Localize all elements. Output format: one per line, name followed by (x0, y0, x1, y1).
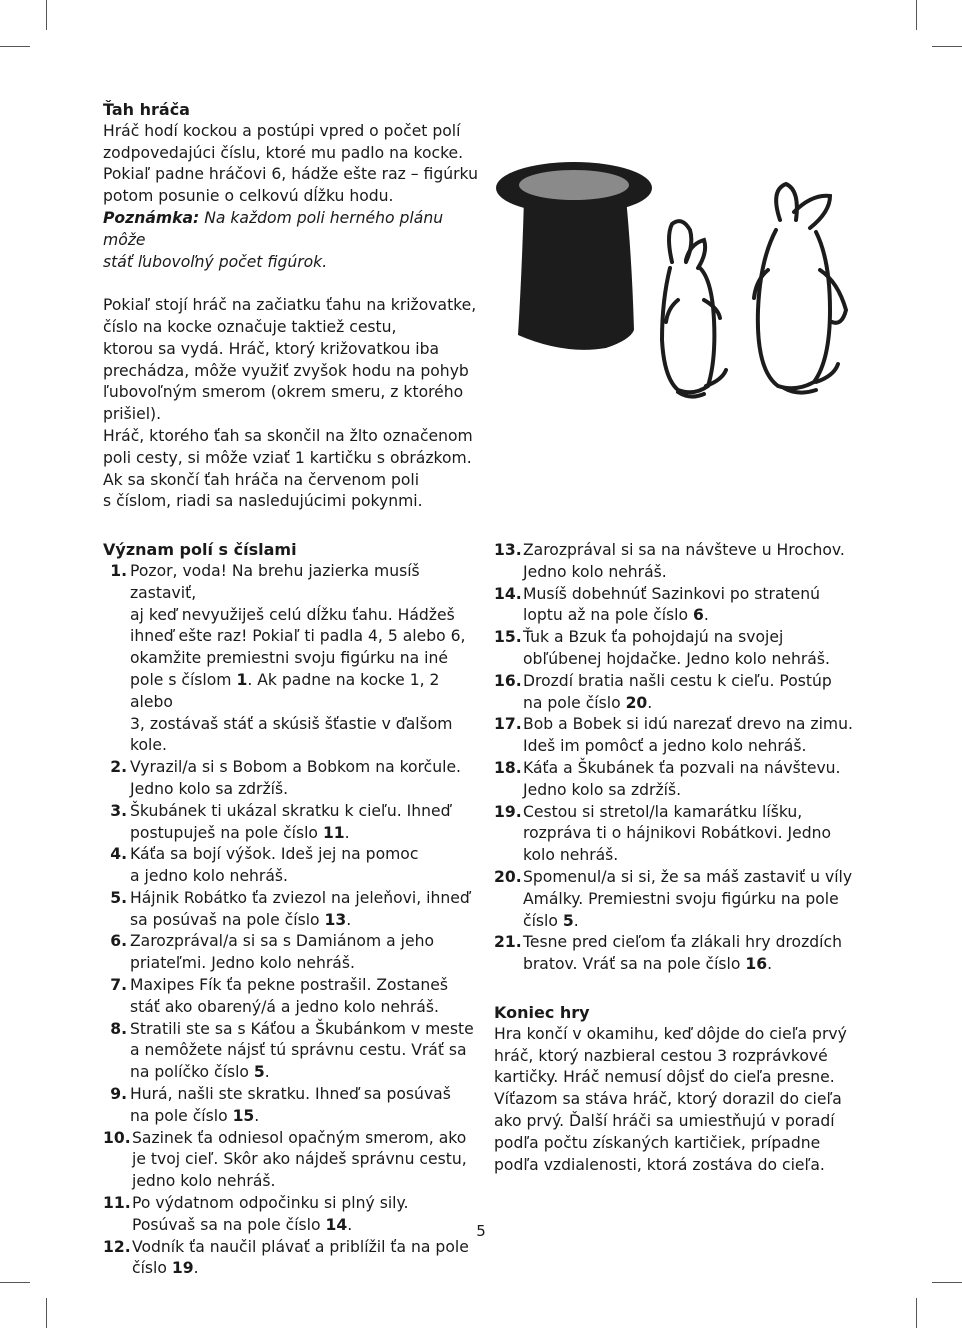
text-line: Pokiaľ padne hráčovi 6, hádže ešte raz – figúrku (103, 165, 478, 184)
crossroad-rules-text (103, 295, 483, 513)
item-text-line: Stratili ste sa s Káťou a Škubánkom v meste (130, 1019, 474, 1038)
item-text-line: pole s číslom 1. Ak padne na kocke 1, 2 alebo (130, 670, 440, 711)
list-item (494, 758, 864, 802)
text-line: podľa počtu získaných kartičiek, prípadne (494, 1133, 821, 1152)
item-text-line: Hájnik Robátko ťa zviezol na jeleňovi, ihneď (130, 888, 470, 907)
list-item (494, 671, 864, 715)
item-text-line: Pozor, voda! Na brehu jazierka musíš zastaviť, (130, 561, 420, 602)
item-text-line: Po výdatnom odpočinku si plný sily. (132, 1194, 409, 1213)
crop-mark (932, 46, 962, 47)
list-item (494, 802, 864, 867)
hat-and-rabbits-illustration (494, 150, 864, 405)
list-item (494, 932, 864, 976)
text-line: Hráč hodí kockou a postúpi vpred o počet polí (103, 121, 461, 140)
item-text-line: Zarozprával si sa na návšteve u Hrochov. (523, 541, 845, 559)
text-line: s číslom, riadi sa nasledujúcimi pokynmi. (103, 492, 423, 511)
section-title-player-turn: Ťah hráča (103, 100, 190, 119)
text-line: kartičky. Hráč nemusí dôjsť do cieľa presne. (494, 1068, 835, 1087)
list-item (103, 801, 483, 845)
item-text-line: sa posúvaš na pole číslo 13. (130, 910, 352, 929)
text-line: Hráč, ktorého ťah sa skončil na žlto označenom (103, 426, 473, 445)
item-number: 8. (110, 1019, 127, 1038)
item-text-line: Sazinek ťa odniesol opačným smerom, ako (132, 1128, 467, 1147)
text-line: podľa vzdialenosti, ktorá zostáva do cieľa. (494, 1155, 825, 1174)
item-text-line: Tesne pred cieľom ťa zlákali hry drozdích (523, 933, 842, 952)
item-text-line: číslo 5. (523, 911, 579, 930)
field-list-left (103, 561, 483, 1280)
text-line: číslo na kocke označuje taktiež cestu, (103, 317, 397, 336)
item-text-line: Musíš dobehnúť Sazinkovi po stratenú (523, 584, 820, 603)
crop-mark (916, 1298, 917, 1328)
item-text-line: číslo 19. (132, 1259, 199, 1278)
item-text-line: Jedno kolo sa zdržíš. (523, 780, 682, 799)
item-text-line: Drozdí bratia našli cestu k cieľu. Postúp (523, 671, 832, 690)
list-item (494, 627, 864, 671)
list-item (103, 975, 483, 1019)
item-text-line: kolo nehráš. (523, 846, 619, 865)
section-title-game-end: Koniec hry (494, 1002, 590, 1022)
text-line: zodpovedajúci číslu, ktoré mu padlo na kocke. (103, 143, 464, 162)
crop-mark (0, 46, 30, 47)
item-text-line: a nemôžete nájsť tú správnu cestu. Vráť sa (130, 1041, 467, 1060)
item-number: 9. (110, 1085, 127, 1104)
list-item (103, 844, 483, 888)
item-text-line: a jedno kolo nehráš. (130, 867, 288, 886)
rabbit-icon (754, 184, 846, 393)
item-text-line: na pole číslo 20. (523, 693, 653, 712)
item-number: 21. (494, 933, 522, 952)
item-number: 6. (110, 932, 127, 951)
list-item (103, 931, 483, 975)
text-line: poli cesty, si môže vziať 1 kartičku s obrázkom. (103, 448, 472, 467)
item-number: 17. (494, 715, 522, 734)
note-text: Na každom poli herného plánu môže (103, 208, 444, 249)
note-paragraph (103, 208, 483, 252)
item-text-line: aj keď nevyužiješ celú dĺžku ťahu. Hádžeš (130, 605, 455, 624)
rabbit-icon (662, 221, 726, 396)
item-number: 14. (494, 584, 522, 603)
item-text-line: 3, zostávaš stáť a skúsiš šťastie v ďalšom kole. (130, 714, 453, 755)
item-number: 10. (103, 1128, 131, 1147)
list-item (103, 757, 483, 801)
text-line: Pokiaľ stojí hráč na začiatku ťahu na križovatke, (103, 296, 477, 315)
item-number: 7. (110, 976, 127, 995)
item-text-line: Posúvaš sa na pole číslo 14. (132, 1215, 353, 1234)
text-line: prišiel). (103, 405, 162, 424)
list-item (103, 888, 483, 932)
item-number: 2. (110, 758, 127, 777)
item-number: 5. (110, 888, 127, 907)
item-number: 15. (494, 628, 522, 647)
item-number: 19. (494, 802, 522, 821)
text-line: hráč, ktorý nazbieral cestou 3 rozprávkové (494, 1046, 828, 1065)
item-number: 3. (110, 801, 127, 820)
right-column (494, 540, 864, 1176)
hat-icon (518, 198, 634, 350)
turn-rules-text (103, 121, 483, 208)
item-text-line: loptu až na pole číslo 6. (523, 606, 709, 625)
item-text-line: Vodník ťa naučil plávať a priblížil ťa na pole (132, 1237, 469, 1256)
page-number: 5 (476, 1222, 486, 1240)
note-label: Poznámka: (103, 208, 200, 227)
item-text-line: Vyrazil/a si s Bobom a Bobkom na korčule. (130, 758, 462, 777)
item-number: 20. (494, 867, 522, 886)
item-number: 1. (110, 561, 127, 580)
list-item (494, 867, 864, 932)
item-number: 12. (103, 1237, 131, 1256)
item-text-line: Spomenul/a si si, že sa máš zastaviť u víly (523, 867, 853, 886)
item-text-line: bratov. Vráť sa na pole číslo 16. (523, 955, 773, 974)
field-list-right (494, 540, 864, 976)
item-text-line: Maxipes Fík ťa pekne postrašil. Zostaneš (130, 976, 448, 995)
text-line: potom posunie o celkovú dĺžku hodu. (103, 187, 394, 206)
item-text-line: Jedno kolo nehráš. (523, 562, 667, 581)
item-text-line: Jedno kolo sa zdržíš. (130, 779, 289, 798)
crop-mark (0, 1282, 30, 1283)
item-text-line: jedno kolo nehráš. (132, 1172, 276, 1191)
item-text-line: rozpráva ti o hájnikovi Robátkovi. Jedno (523, 824, 832, 843)
item-number: 13. (494, 541, 522, 559)
item-text-line: na políčko číslo 5. (130, 1063, 270, 1082)
item-number: 16. (494, 671, 522, 690)
crop-mark (46, 1298, 47, 1328)
list-item (103, 1237, 483, 1281)
section-title-field-meaning: Význam polí s číslami (103, 540, 297, 560)
list-item (103, 1128, 483, 1193)
item-number: 11. (103, 1194, 131, 1213)
item-text-line: Káťa a Škubánek ťa pozvali na návštevu. (523, 758, 841, 777)
item-text-line: postupuješ na pole číslo 11. (130, 823, 350, 842)
item-number: 18. (494, 758, 522, 777)
list-item (103, 561, 483, 757)
text-line: Víťazom sa stáva hráč, ktorý dorazil do cieľa (494, 1090, 842, 1109)
item-text-line: stáť ako obarený/á a jedno kolo nehráš. (130, 997, 439, 1016)
item-text-line: je tvoj cieľ. Skôr ako nájdeš správnu cestu, (132, 1150, 467, 1169)
item-text-line: Ideš im pomôcť a jedno kolo nehráš. (523, 737, 807, 756)
list-item (494, 584, 864, 628)
game-end-text (494, 1024, 864, 1177)
item-text-line: priateľmi. Jedno kolo nehráš. (130, 954, 355, 973)
item-text-line: Káťa sa bojí výšok. Ideš jej na pomoc (130, 845, 419, 864)
item-number: 4. (110, 845, 127, 864)
list-item (103, 1019, 483, 1084)
left-column (103, 99, 483, 1280)
item-text-line: Cestou si stretol/la kamarátku líšku, (523, 802, 803, 821)
text-line: prechádza, môže využiť zvyšok hodu na pohyb (103, 361, 469, 380)
list-item (103, 1084, 483, 1128)
note-line: stáť ľubovoľný počet figúrok. (103, 252, 328, 271)
item-text-line: ihneď ešte raz! Pokiaľ ti padla 4, 5 alebo 6, (130, 627, 466, 646)
item-text-line: Zarozprával/a si sa s Damiánom a jeho (130, 932, 434, 951)
list-item (494, 714, 864, 758)
text-line: ľubovoľným smerom (okrem smeru, z ktorého (103, 383, 464, 402)
item-text-line: Ťuk a Bzuk ťa pohojdajú na svojej (523, 628, 784, 647)
text-line: ktorou sa vydá. Hráč, ktorý križovatkou iba (103, 339, 440, 358)
crop-mark (932, 1282, 962, 1283)
item-text-line: na pole číslo 15. (130, 1106, 260, 1125)
text-line: Ak sa skončí ťah hráča na červenom poli (103, 470, 420, 489)
item-text-line: Škubánek ti ukázal skratku k cieľu. Ihneď (130, 801, 451, 820)
item-text-line: Amálky. Premiestni svoju figúrku na pole (523, 889, 839, 908)
text-line: ako prvý. Ďalší hráči sa umiestňujú v poradí (494, 1111, 835, 1130)
list-item (494, 540, 864, 584)
text-line: Hra končí v okamihu, keď dôjde do cieľa prvý (494, 1024, 847, 1043)
crop-mark (916, 0, 917, 30)
item-text-line: obľúbenej hojdačke. Jedno kolo nehráš. (523, 649, 830, 668)
item-text-line: Bob a Bobek si idú narezať drevo na zimu. (523, 715, 853, 734)
item-text-line: Hurá, našli ste skratku. Ihneď sa posúvaš (130, 1085, 451, 1104)
crop-mark (46, 0, 47, 30)
item-text-line: okamžite premiestni svoju figúrku na iné (130, 649, 448, 668)
